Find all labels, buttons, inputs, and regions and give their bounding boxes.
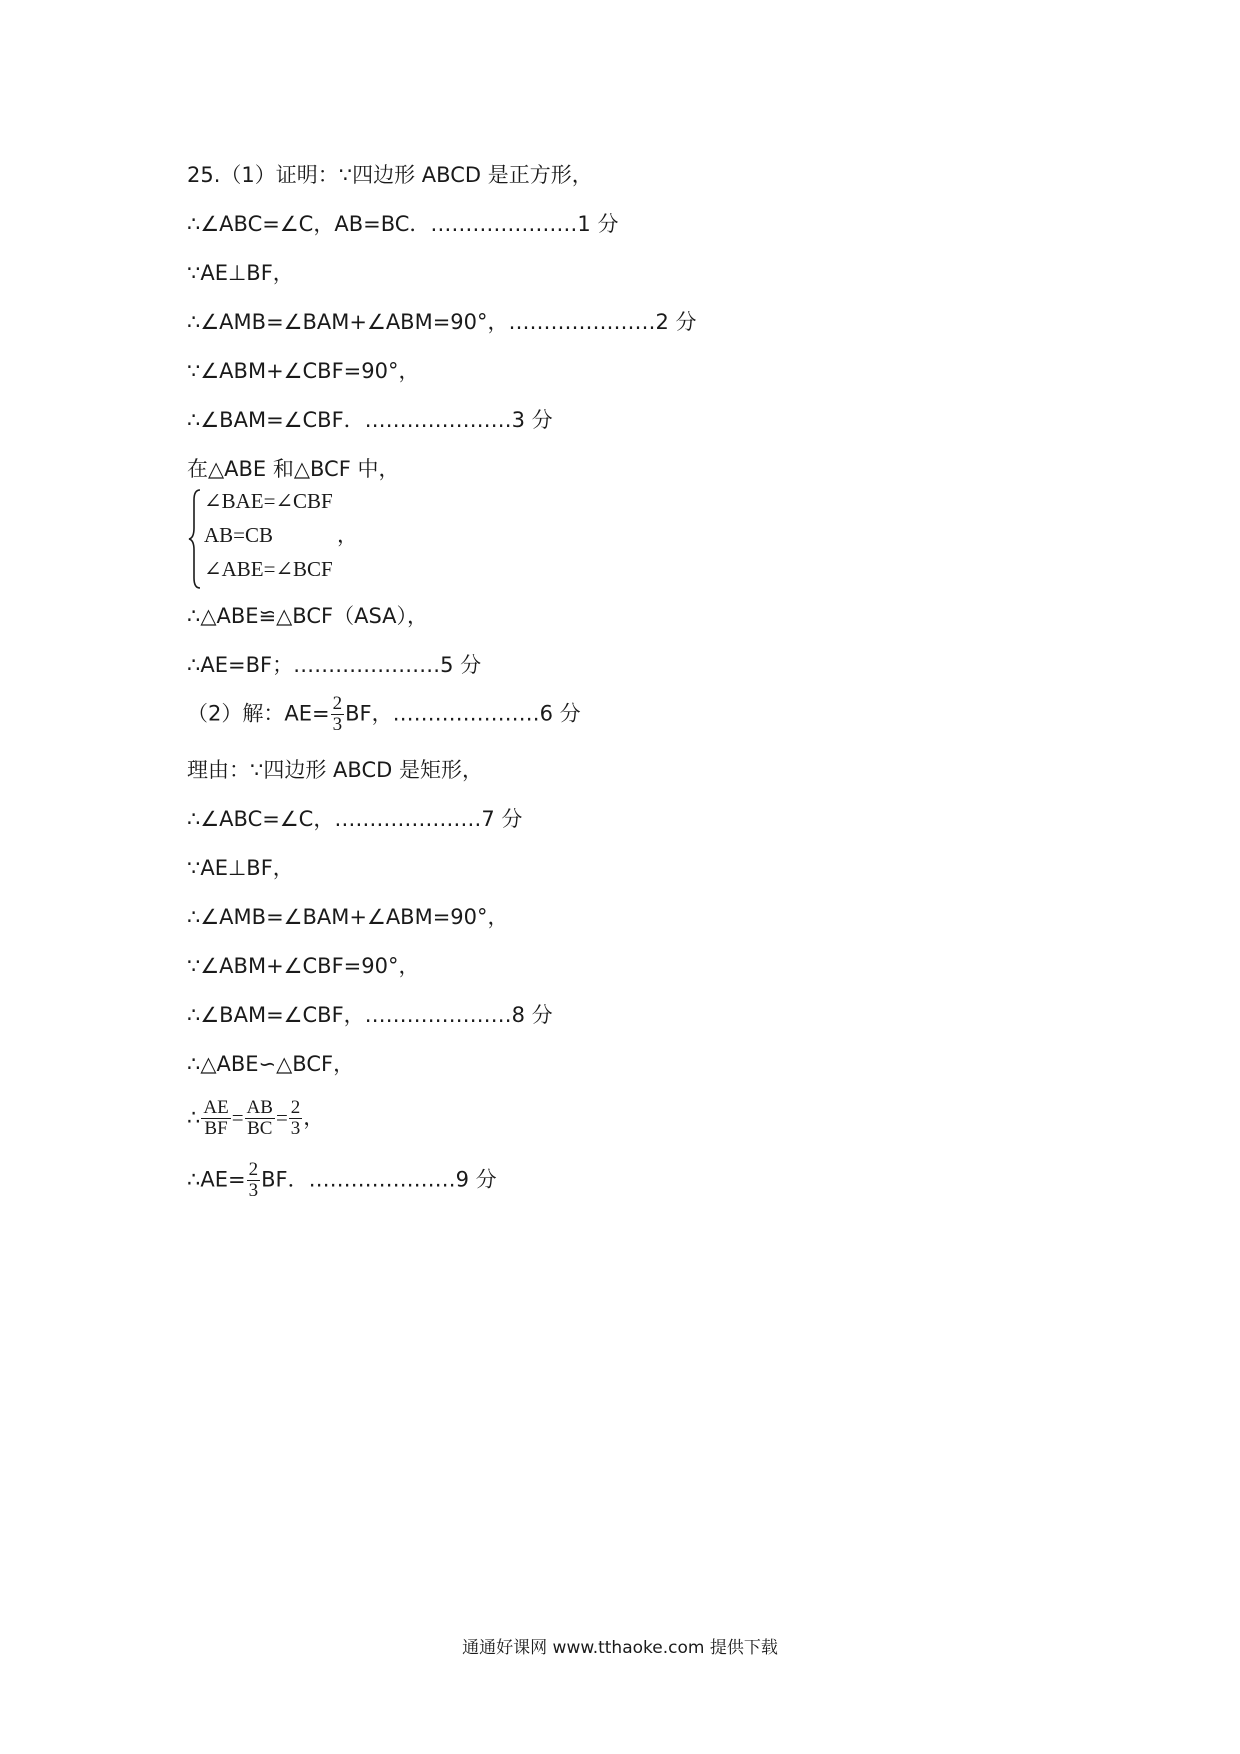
fraction-ae-bf (201, 1098, 230, 1139)
part2-answer-suffix: BF，…………………6 分 (345, 701, 581, 726)
line-ratio-equation (187, 1098, 324, 1139)
fraction-denominator: 3 (290, 1118, 301, 1139)
line-angle-abc-eq-c-2: ∴∠ABC=∠C，…………………7 分 (187, 807, 523, 831)
fraction-two-thirds (331, 694, 345, 735)
part2-answer-prefix: （2）解：AE= (187, 701, 330, 726)
line-part2-answer (187, 694, 581, 735)
line-congruent-asa: ∴△ABE≌△BCF（ASA）， (187, 604, 429, 628)
fraction-numerator: 2 (290, 1097, 301, 1118)
system-row-1: ∠BAE=∠CBF (204, 489, 333, 513)
line-amb-90: ∴∠AMB=∠BAM+∠ABM=90°，…………………2 分 (187, 310, 697, 334)
equals-sign: = (275, 1105, 288, 1130)
fraction-denominator: 3 (332, 714, 343, 735)
system-row-2: AB=CB (204, 523, 274, 547)
final-answer-prefix: ∴AE= (187, 1167, 246, 1192)
line-similar-triangles: ∴△ABE∽△BCF， (187, 1052, 355, 1076)
line-bam-eq-cbf: ∴∠BAM=∠CBF．…………………3 分 (187, 408, 553, 432)
system-comma: ， (337, 523, 358, 547)
final-answer-suffix: BF．…………………9 分 (261, 1167, 497, 1192)
fraction-two-thirds (289, 1098, 303, 1139)
fraction-denominator: BF (204, 1118, 228, 1139)
fraction-denominator: BC (247, 1118, 273, 1139)
fraction-ab-bc (245, 1098, 275, 1139)
system-row-3: ∠ABE=∠BCF (204, 557, 333, 581)
fraction-two-thirds (247, 1160, 261, 1201)
fraction-numerator: 2 (248, 1159, 259, 1180)
ratio-comma: ， (303, 1105, 325, 1130)
therefore-symbol: ∴ (187, 1105, 201, 1130)
fraction-numerator: 2 (332, 693, 343, 714)
page-footer: 通通好课网 www.tthaoke.com 提供下载 (462, 1638, 778, 1658)
line-25-1-proof-start: 25.（1）证明：∵四边形 ABCD 是正方形， (187, 163, 593, 187)
line-ae-perp-bf: ∵AE⊥BF， (187, 261, 294, 285)
line-abm-cbf-90-2: ∵∠ABM+∠CBF=90°， (187, 954, 420, 978)
fraction-numerator: AE (203, 1097, 229, 1118)
left-brace-icon (187, 488, 203, 590)
line-reason-rectangle: 理由：∵四边形 ABCD 是矩形， (187, 758, 483, 782)
line-in-triangles: 在△ABE 和△BCF 中， (187, 457, 400, 481)
line-angle-abc-eq-c: ∴∠ABC=∠C，AB=BC．…………………1 分 (187, 212, 619, 236)
equals-sign: = (231, 1105, 244, 1130)
congruence-condition-system (187, 488, 387, 590)
line-abm-cbf-90: ∵∠ABM+∠CBF=90°， (187, 359, 420, 383)
line-ae-perp-bf-2: ∵AE⊥BF， (187, 856, 294, 880)
fraction-numerator: AB (246, 1097, 273, 1118)
fraction-denominator: 3 (248, 1180, 259, 1201)
line-amb-90-2: ∴∠AMB=∠BAM+∠ABM=90°， (187, 905, 509, 929)
line-bam-eq-cbf-2: ∴∠BAM=∠CBF，…………………8 分 (187, 1003, 553, 1027)
line-final-answer (187, 1160, 497, 1201)
line-ae-eq-bf: ∴AE=BF；…………………5 分 (187, 653, 482, 677)
